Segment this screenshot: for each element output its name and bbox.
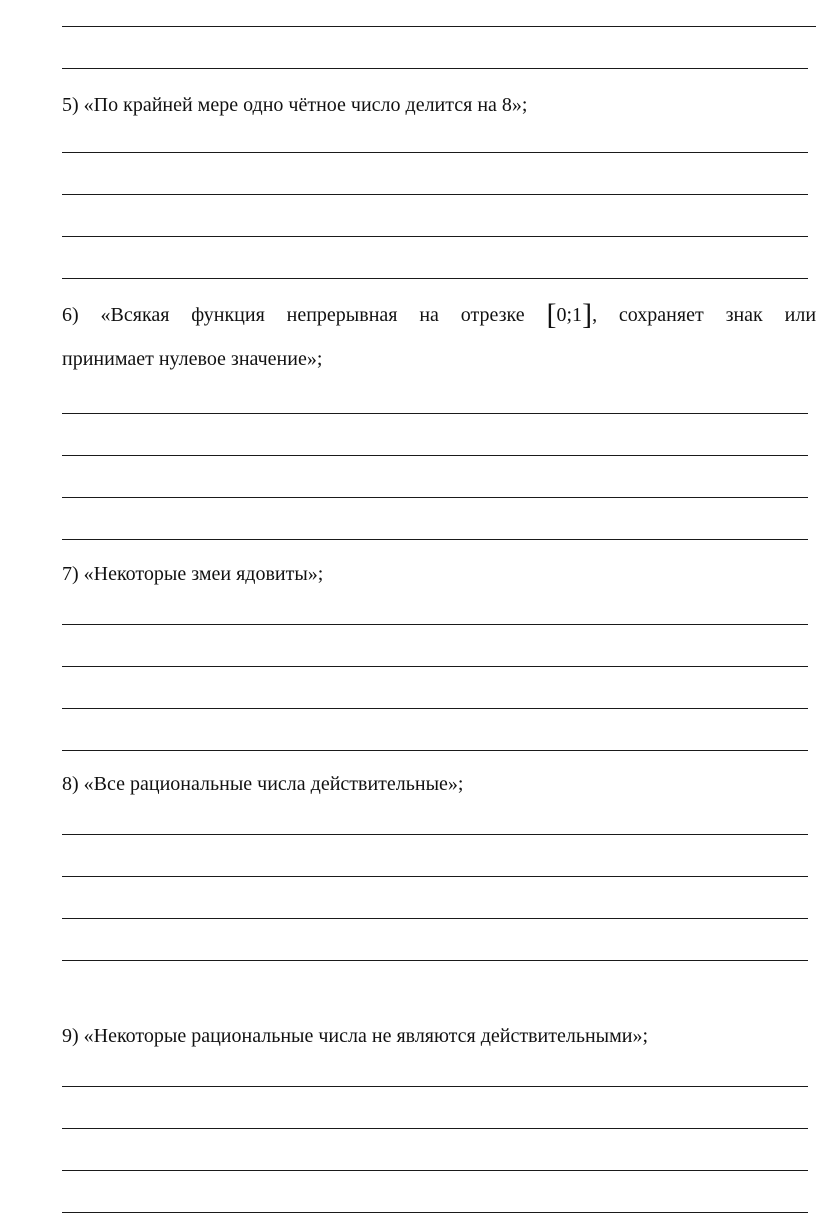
answer-line xyxy=(62,1086,808,1087)
answer-line xyxy=(62,1212,808,1213)
answer-line xyxy=(62,624,808,625)
statement-8: 8) «Все рациональные числа действительные»; xyxy=(62,773,464,795)
answer-line xyxy=(62,152,808,153)
answer-line xyxy=(62,539,808,540)
answer-line xyxy=(62,666,808,667)
statement-7: 7) «Некоторые змеи ядовиты»; xyxy=(62,563,324,585)
answer-line xyxy=(62,194,808,195)
answer-line xyxy=(62,1128,808,1129)
statement-6-line-1 xyxy=(62,298,816,331)
statement-5: 5) «По крайней мере одно чётное число делится на 8»; xyxy=(62,94,528,116)
answer-line xyxy=(62,708,808,709)
answer-line xyxy=(62,750,808,751)
answer-line xyxy=(62,68,808,69)
statement-6-text-before: 6) «Всякая функция непрерывная на отрезке xyxy=(62,304,525,326)
interval-open-bracket: [ xyxy=(546,298,557,331)
answer-line xyxy=(62,278,808,279)
interval-values: 0;1 xyxy=(556,304,583,326)
answer-line xyxy=(62,455,808,456)
answer-line xyxy=(62,413,808,414)
answer-line xyxy=(62,834,808,835)
statement-6-text-after: , сохраняет знак или xyxy=(592,304,816,326)
interval-close-bracket: ] xyxy=(582,298,593,331)
answer-line xyxy=(62,960,808,961)
interval-formula xyxy=(546,298,593,331)
answer-line xyxy=(62,876,808,877)
statement-6-line-2: принимает нулевое значение»; xyxy=(62,348,323,370)
answer-line xyxy=(62,497,808,498)
statement-9: 9) «Некоторые рациональные числа не являются действительными»; xyxy=(62,1025,649,1047)
answer-line xyxy=(62,26,816,27)
answer-line xyxy=(62,236,808,237)
answer-line xyxy=(62,1170,808,1171)
answer-line xyxy=(62,918,808,919)
